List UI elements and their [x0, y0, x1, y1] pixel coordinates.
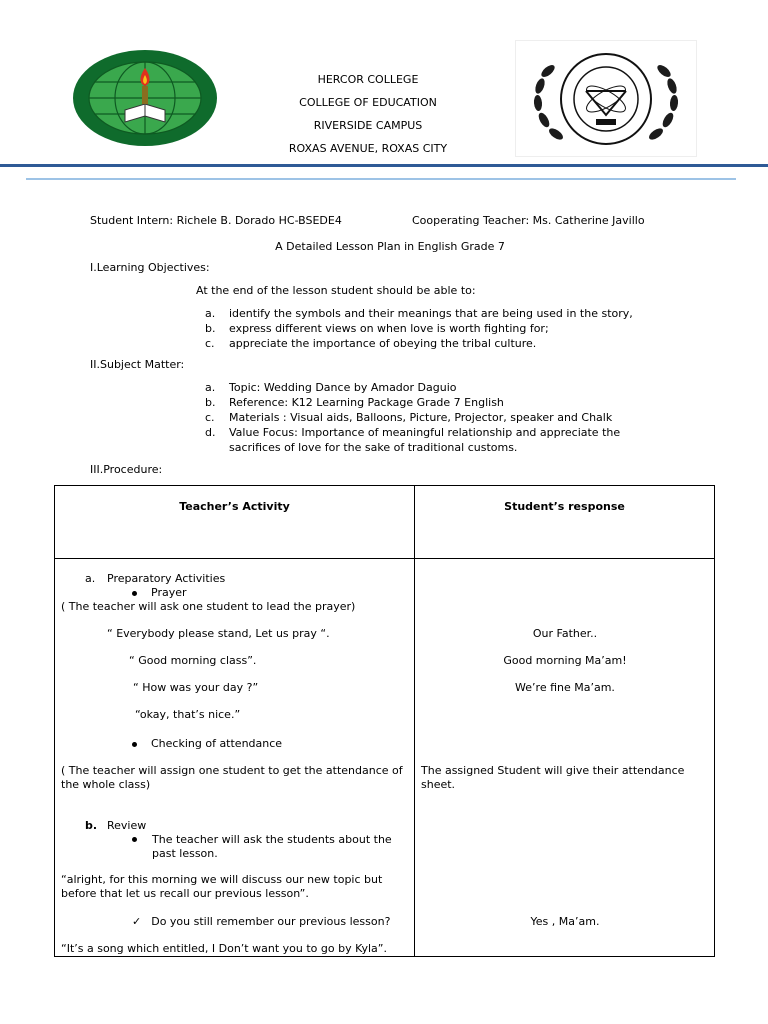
review-heading: Review: [107, 819, 147, 832]
were-fine: We’re fine Ma’am.: [515, 681, 615, 694]
remember-question: ✓ Do you still remember our previous lesson?: [132, 915, 391, 928]
procedure-table: [54, 485, 715, 957]
list-item: b. express different views on when love is worth fighting for;: [205, 322, 549, 335]
our-father: Our Father..: [532, 627, 598, 640]
college-campus: RIVERSIDE CAMPUS: [313, 119, 423, 132]
table-header-row: [55, 486, 715, 559]
attendance-note: ( The teacher will assign one student to get the attendance of the whole class): [61, 764, 403, 791]
objectives-heading: I.Learning Objectives:: [90, 261, 210, 274]
procedure-heading: III.Procedure:: [90, 463, 163, 476]
preparatory-activities: Preparatory Activities: [107, 572, 226, 585]
college-name: HERCOR COLLEGE: [317, 73, 419, 86]
student-response-header: Student’s response: [415, 486, 715, 559]
list-item: c. appreciate the importance of obeying the tribal culture.: [205, 337, 537, 350]
recall-prompt: “alright, for this morning we will discuss our new topic but before that let us recall our previous lesson”.: [61, 873, 383, 900]
song-answer: “It’s a song which entitled, I Don’t want you to go by Kyla”.: [61, 942, 387, 955]
list-item: d. Value Focus: Importance of meaningful relationship and appreciate the sacrifices of love for the sake of traditional customs.: [205, 426, 621, 454]
cooperating-teacher: Cooperating Teacher: Ms. Catherine Javillo: [412, 214, 645, 227]
how-was-your-day: “ How was your day ?”: [133, 681, 259, 694]
education-department-seal: [515, 40, 697, 157]
okay-thats-nice: “okay, that’s nice.”: [135, 708, 241, 721]
list-item: a. identify the symbols and their meanings that are being used in the story,: [205, 307, 633, 320]
hercor-college-logo: [70, 48, 220, 148]
college-department: COLLEGE OF EDUCATION: [299, 96, 437, 109]
list-item: c. Materials : Visual aids, Balloons, Picture, Projector, speaker and Chalk: [205, 411, 613, 424]
student-intern: Student Intern: Richele B. Dorado HC-BSEDE4: [90, 214, 342, 227]
good-morning-maam: Good morning Ma’am!: [503, 654, 627, 667]
attendance-response: The assigned Student will give their attendance sheet.: [421, 764, 685, 791]
table-row: [55, 559, 715, 957]
checkmark-icon: ✓: [132, 915, 142, 928]
header-rule: [0, 164, 768, 167]
teacher-activity-header: Teacher’s Activity: [55, 486, 415, 559]
subject-heading: II.Subject Matter:: [90, 358, 185, 371]
list-item: b. Reference: K12 Learning Package Grade 7 English: [205, 396, 504, 409]
let-us-pray: “ Everybody please stand, Let us pray “.: [107, 627, 330, 640]
checking-attendance: Checking of attendance: [132, 737, 282, 751]
objectives-intro: At the end of the lesson student should be able to:: [196, 284, 476, 297]
subject-list: [205, 380, 645, 455]
prayer-item: Prayer: [132, 586, 187, 600]
college-header: [248, 68, 488, 160]
good-morning-class: “ Good morning class”.: [129, 654, 257, 667]
lesson-plan-title: A Detailed Lesson Plan in English Grade 7: [275, 240, 505, 253]
prayer-note: ( The teacher will ask one student to lead the prayer): [61, 600, 356, 613]
yes-maam: Yes , Ma’am.: [530, 915, 600, 928]
header-subrule: [26, 178, 736, 180]
student-response-cell: [415, 559, 715, 957]
college-address: ROXAS AVENUE, ROXAS CITY: [288, 142, 448, 155]
objectives-list: [205, 306, 675, 351]
teacher-activity-cell: a. Preparatory Activities Prayer ( The teacher will ask one student to lead the prayer) “ Everybody please stand, Let us pray “. “ Good morning class”. “ How was your day ?” “okay, that’s nice.” Checking of attendance ( The teacher will assign one student to get the attendance of the whole class) b. Review The teacher will ask the students about the past lesson. “alright, for this morning we will discuss our new topic but before that let us recall our previous lesson”. ✓ Do you still remember our previous lesson? “It’s a song which entitled, I Don’t want you to go by Kyla”.: [55, 559, 415, 957]
review-bullet: The teacher will ask the students about the past lesson.: [132, 833, 402, 861]
list-item: a. Topic: Wedding Dance by Amador Daguio: [205, 381, 457, 394]
